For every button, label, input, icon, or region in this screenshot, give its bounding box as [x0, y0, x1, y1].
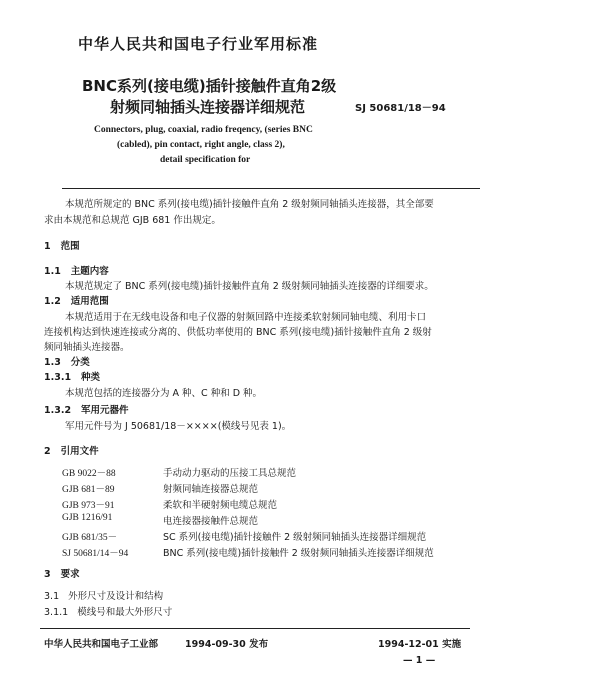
reference-code: GJB 973－91 — [62, 501, 115, 511]
reference-title: BNC 系列(接电缆)插针接触件 2 级射频同轴插头连接器详细规范 — [163, 548, 434, 559]
footer-rule — [40, 628, 470, 629]
reference-code: GB 9022－88 — [62, 469, 116, 479]
section-1-3-1-heading: 1.3.1 种类 — [44, 372, 101, 383]
section-3-heading: 3 要求 — [44, 569, 80, 580]
reference-code: GJB 681/35－ — [62, 533, 118, 543]
intro-line2: 求由本规范和总规范 GJB 681 作出规定。 — [44, 215, 221, 226]
section-3-1-1-heading: 3.1.1 模线号和最大外形尺寸 — [44, 607, 173, 618]
reference-title: 柔软和半硬射频电缆总规范 — [163, 500, 278, 511]
title-rule — [62, 188, 480, 189]
footer-issuer: 中华人民共和国电子工业部 — [44, 639, 159, 650]
reference-code: GJB 1216/91 — [62, 513, 113, 523]
english-title-line3: detail specification for — [160, 155, 251, 165]
reference-title: 电连接器接触件总规范 — [163, 516, 259, 527]
english-title-line1: Connectors, plug, coaxial, radio freqency, (series BNC — [94, 125, 313, 135]
section-1-3-1-text: 本规范包括的连接器分为 A 种、C 种和 D 种。 — [65, 388, 263, 399]
standard-number: SJ 50681/18－94 — [355, 103, 446, 114]
agency-header: 中华人民共和国电子行业军用标准 — [78, 35, 319, 53]
section-1-2-line3: 频同轴插头连接器。 — [44, 342, 130, 353]
english-title-line2: (cabled), pin contact, right angle, class 2), — [117, 140, 285, 150]
page-number: — 1 — — [403, 655, 436, 666]
reference-title: SC 系列(接电缆)插针接触件 2 级射频同轴插头连接器详细规范 — [163, 532, 427, 543]
section-1-2-heading: 1.2 适用范围 — [44, 296, 109, 307]
reference-title: 射频同轴连接器总规范 — [163, 484, 259, 495]
section-1-3-2-heading: 1.3.2 军用元器件 — [44, 405, 129, 416]
section-1-heading: 1 范围 — [44, 241, 80, 252]
section-1-2-line2: 连接机构达到快速连接或分离的、供低功率使用的 BNC 系列(接电缆)插针接触件直角 2 级射 — [44, 327, 432, 338]
section-2-heading: 2 引用文件 — [44, 446, 99, 457]
section-3-1-heading: 3.1 外形尺寸及设计和结构 — [44, 591, 164, 602]
footer-impl-date: 1994-12-01 实施 — [378, 639, 462, 650]
section-1-3-2-text: 军用元件号为 J 50681/18－××××(模线号见表 1)。 — [65, 421, 292, 432]
section-1-1-text: 本规范规定了 BNC 系列(接电缆)插针接触件直角 2 级射频同轴插头连接器的详细要求。 — [65, 281, 434, 292]
section-1-3-heading: 1.3 分类 — [44, 357, 90, 368]
intro-line1: 本规范所规定的 BNC 系列(接电缆)插针接触件直角 2 级射频同轴插头连接器，其全部要 — [65, 199, 434, 210]
doc-title-line2: 射频同轴插头连接器详细规范 — [110, 98, 306, 116]
reference-code: GJB 681－89 — [62, 485, 115, 495]
section-1-2-line1: 本规范适用于在无线电设备和电子仪器的射频回路中连接柔软射频同轴电缆、利用卡口 — [65, 312, 427, 323]
doc-title-line1: BNC系列(接电缆)插针接触件直角2级 — [82, 77, 337, 95]
footer-issue-date: 1994-09-30 发布 — [185, 639, 269, 650]
section-1-1-heading: 1.1 主题内容 — [44, 266, 109, 277]
reference-title: 手动动力驱动的压接工具总规范 — [163, 468, 297, 479]
reference-code: SJ 50681/14－94 — [62, 549, 129, 559]
